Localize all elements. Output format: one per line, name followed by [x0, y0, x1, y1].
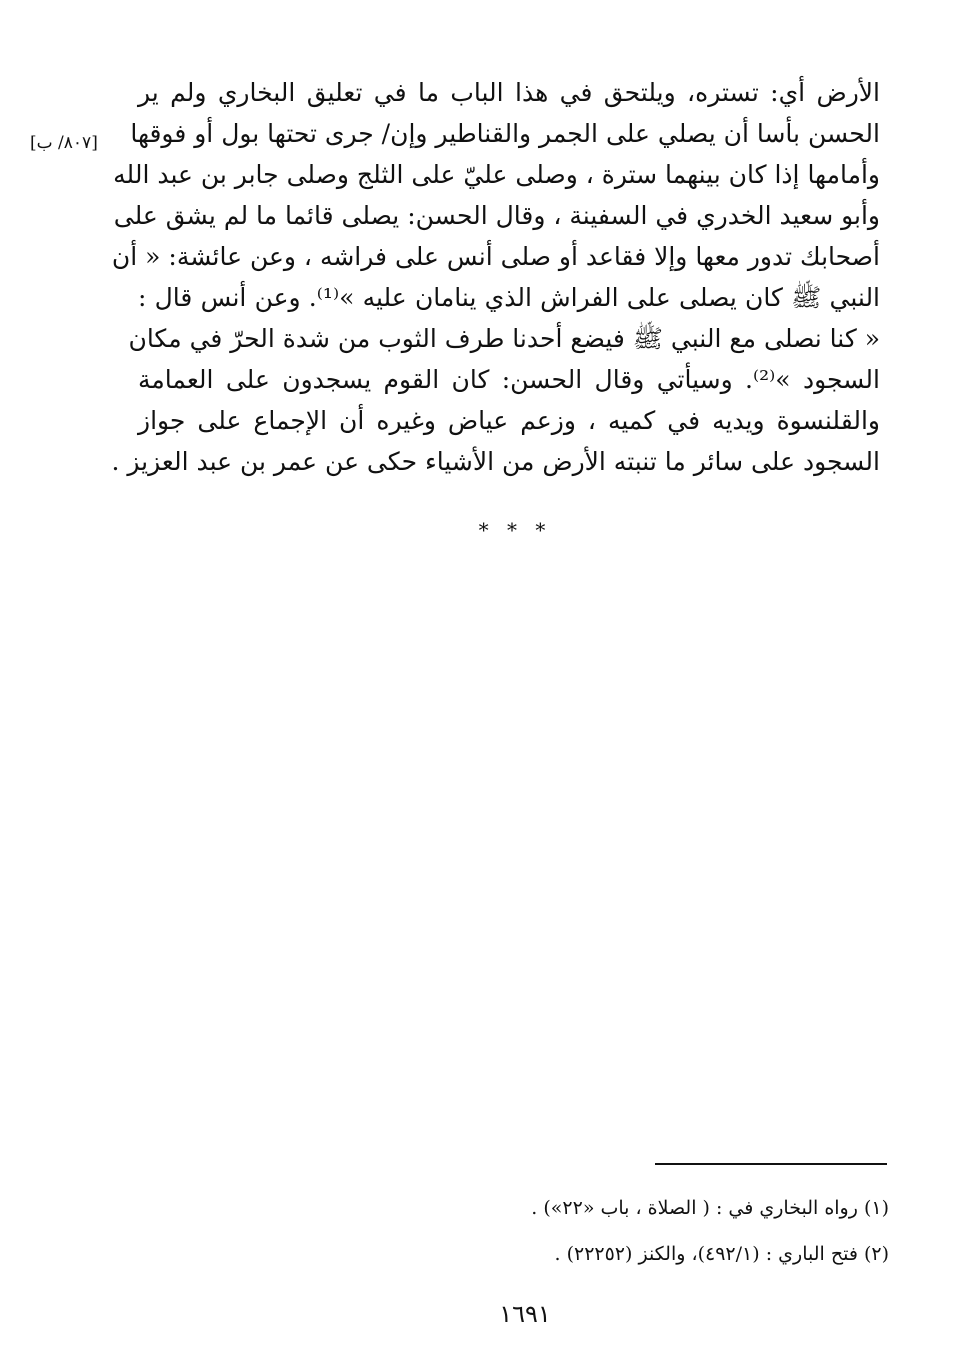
section-separator: * * * — [478, 518, 552, 542]
text-line: والقلنسوة ويديه في كميه ، وزعم عياض وغيره أن الإجماع على جواز — [138, 406, 880, 435]
text-line: « كنا نصلى مع النبي ﷺ فيضع أحدنا طرف الثوب من شدة الحرّ في مكان — [128, 324, 880, 353]
footnote: (١) رواه البخاري في : ( الصلاة ، باب «٢٢») . — [531, 1197, 889, 1219]
text-line: السجود على سائر ما تنبته الأرض من الأشياء حكى عن عمر بن عبد العزيز . — [111, 447, 880, 476]
footnotes-block — [389, 1185, 889, 1277]
footnote-divider — [655, 1163, 887, 1165]
text-line: الأرض أي: تستره، ويلتحق في هذا الباب ما في تعليق البخاري ولم ير — [138, 78, 880, 107]
text-line: وأبو سعيد الخدري في السفينة ، وقال الحسن: يصلى قائما ما لم يشق على — [113, 201, 880, 230]
text-line: الحسن بأسا أن يصلي على الجمر والقناطير وإن/ جرى تحتها بول أو فوقها — [130, 119, 880, 148]
text-line: وأمامها إذا كان بينهما سترة ، وصلى عليّ على الثلج وصلى جابر بن عبد الله — [113, 160, 880, 189]
footnote: (٢) فتح الباري : (٤٩٢/١)، والكنز (٢٢٢٥٢) . — [554, 1243, 889, 1265]
text-line: السجود »⁽²⁾. وسيأتي وقال الحسن: كان القوم يسجدون على العمامة — [138, 365, 880, 394]
text-line: النبي ﷺ كان يصلى على الفراش الذي ينامان عليه »⁽¹⁾. وعن أنس قال : — [138, 283, 881, 312]
text-line: أصحابك تدور معها وإلا فقاعد أو صلى أنس على فراشه ، وعن عائشة: « أن — [111, 242, 880, 271]
page-number: ١٦٩١ — [499, 1300, 551, 1328]
main-text-block — [111, 72, 881, 482]
margin-manuscript-reference: [٨٠٧/ ب] — [30, 133, 98, 153]
